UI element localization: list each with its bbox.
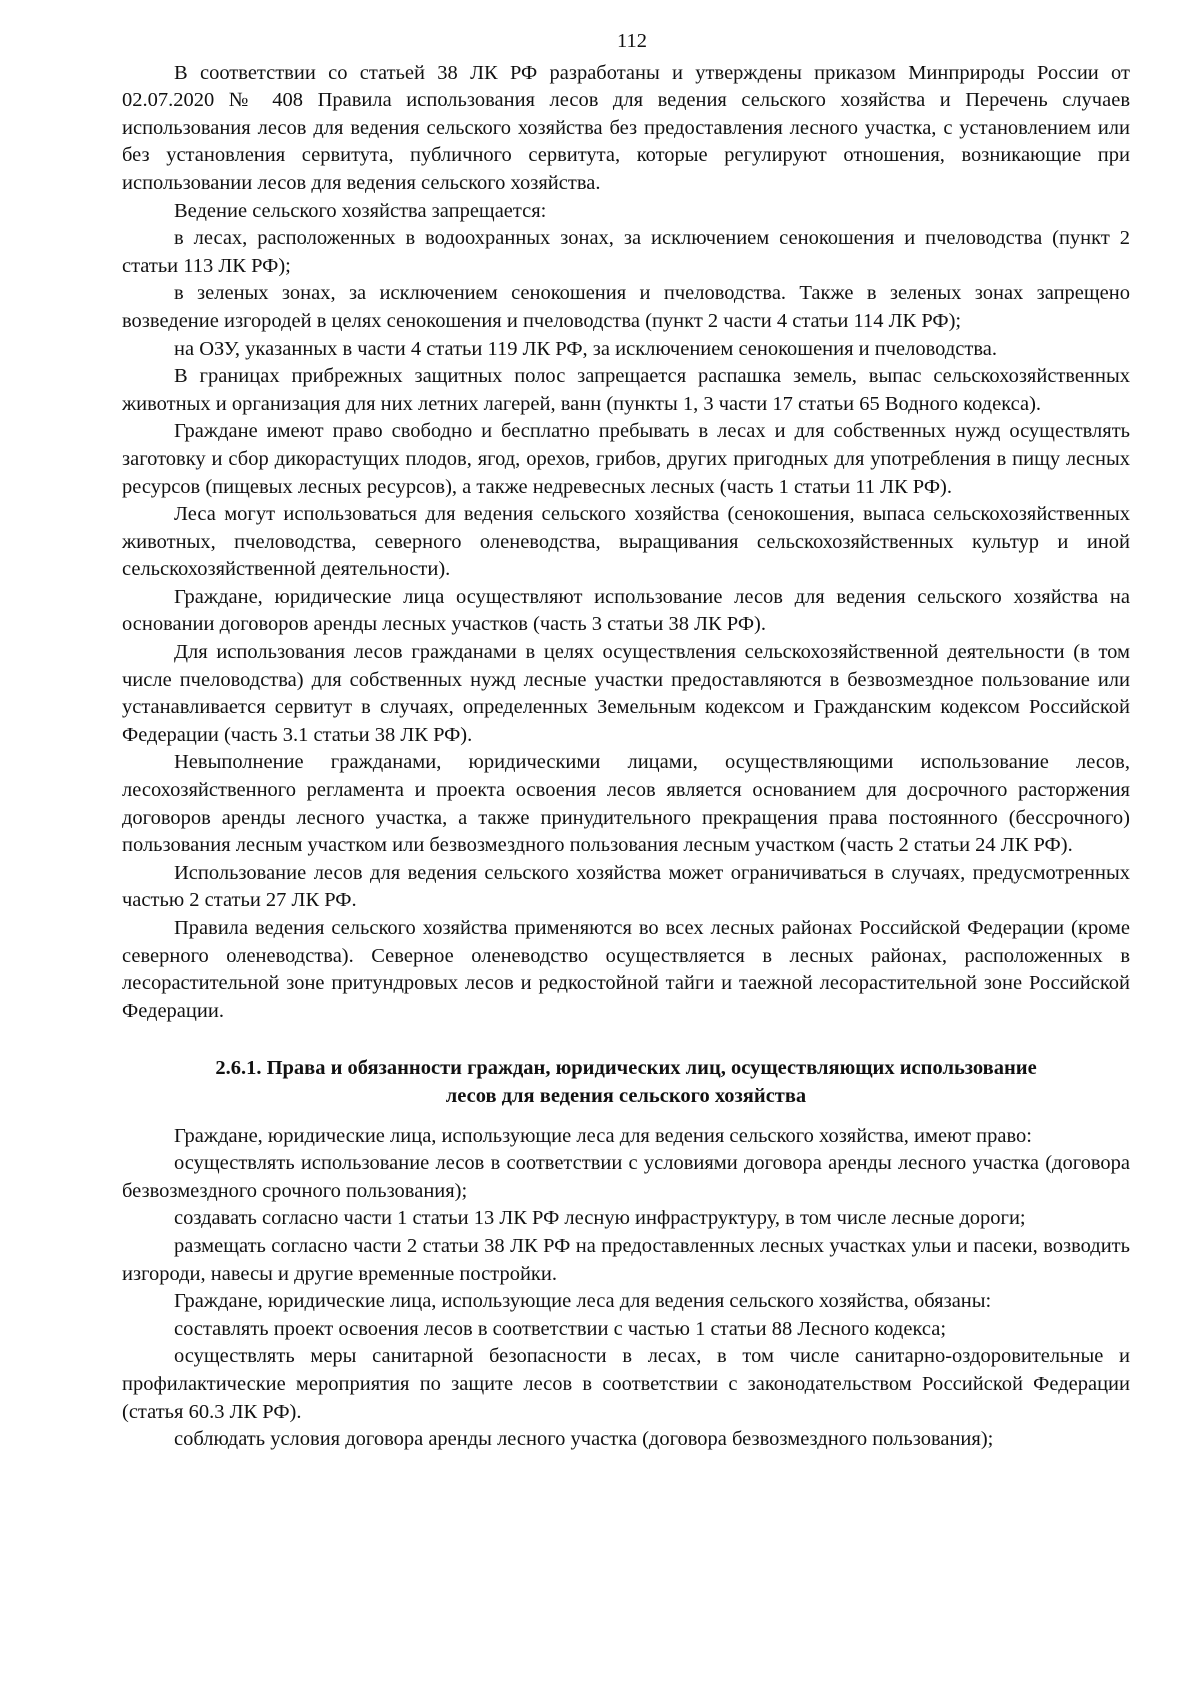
paragraph: Леса могут использоваться для ведения сельского хозяйства (сенокошения, выпаса сельскохозяйственных животных, пчеловодства, северного оленеводства, выращивания сельскохозяйственных культур и иной сельскохозяйственной деятельности). — [122, 503, 1130, 581]
paragraph: Граждане, юридические лица осуществляют использование лесов для ведения сельского хозяйства на основании договоров аренды лесных участков (часть 3 статьи 38 ЛК РФ). — [122, 585, 1130, 636]
paragraph: Для использования лесов гражданами в целях осуществления сельскохозяйственной деятельности (в том числе пчеловодства) для собственных нужд лесные участки предоставляются в безвозмездное пользование или устанавливается сервитут в случаях, определенных Земельным кодексом и Гражданским кодексом Российской Федерации (часть 3.1 статьи 38 ЛК РФ). — [122, 641, 1130, 746]
paragraph: размещать согласно части 2 статьи 38 ЛК РФ на предоставленных лесных участках ульи и пасеки, возводить изгороди, навесы и другие временные постройки. — [122, 1234, 1130, 1285]
paragraph: Граждане имеют право свободно и бесплатно пребывать в лесах и для собственных нужд осуществлять заготовку и сбор дикорастущих плодов, ягод, орехов, грибов, других пригодных для употребления в пищу лесных ресурсов (пищевых лесных ресурсов), а также недревесных лесных (часть 1 статьи 11 ЛК РФ). — [122, 420, 1130, 498]
body-text-before — [122, 60, 1130, 1026]
paragraph: Использование лесов для ведения сельского хозяйства может ограничиваться в случаях, предусмотренных частью 2 статьи 27 ЛК РФ. — [122, 861, 1130, 912]
body-text-after — [122, 1123, 1130, 1454]
page-number: 112 — [617, 30, 647, 52]
paragraph: Граждане, юридические лица, использующие леса для ведения сельского хозяйства, обязаны: — [174, 1290, 992, 1313]
paragraph: соблюдать условия договора аренды лесного участка (договора безвозмездного пользования); — [174, 1428, 994, 1451]
paragraph: Невыполнение гражданами, юридическими лицами, осуществляющими использование лесов, лесохозяйственного регламента и проекта освоения лесов является основанием для досрочного расторжения договоров аренды лесного участка, а также принудительного прекращения права постоянного (бессрочного) пользования лесным участком или безвозмездного пользования лесным участком (часть 2 статьи 24 ЛК РФ). — [122, 751, 1130, 857]
section-heading-line: 2.6.1. Права и обязанности граждан, юридических лиц, осуществляющих использование — [215, 1057, 1037, 1080]
paragraph: Ведение сельского хозяйства запрещается: — [174, 199, 547, 222]
paragraph: в лесах, расположенных в водоохранных зонах, за исключением сенокошения и пчеловодства (пункт 2 статьи 113 ЛК РФ); — [122, 227, 1130, 277]
paragraph: осуществлять использование лесов в соответствии с условиями договора аренды лесного участка (договора безвозмездного срочного пользования); — [122, 1152, 1130, 1202]
paragraph: на ОЗУ, указанных в части 4 статьи 119 ЛК РФ, за исключением сенокошения и пчеловодства. — [174, 337, 997, 360]
section-heading — [122, 1055, 1130, 1110]
paragraph: Правила ведения сельского хозяйства применяются во всех лесных районах Российской Федерации (кроме северного оленеводства). Северное оленеводство осуществляется в лесных районах, расположенных в лесорастительной зоне притундровых лесов и редкостойной тайги и таежной лесорастительной зоне Российской Федерации. — [122, 917, 1130, 1022]
paragraph: В соответствии со статьей 38 ЛК РФ разработаны и утверждены приказом Минприроды России от 02.07.2020 № 408 Правила использования лесов для ведения сельского хозяйства и Перечень случаев использования лесов для ведения сельского хозяйства без предоставления лесного участка, с установлением или без установления сервитута, публичного сервитута, которые регулируют отношения, возникающие при использовании лесов для ведения сельского хозяйства. — [122, 61, 1130, 194]
paragraph: осуществлять меры санитарной безопасности в лесах, в том числе санитарно-оздоровительные и профилактические мероприятия по защите лесов в соответствии с законодательством Российской Федерации (статья 60.3 ЛК РФ). — [122, 1345, 1130, 1423]
paragraph: составлять проект освоения лесов в соответствии с частью 1 статьи 88 Лесного кодекса; — [174, 1317, 947, 1340]
paragraph: в зеленых зонах, за исключением сенокошения и пчеловодства. Также в зеленых зонах запрещено возведение изгородей в целях сенокошения и пчеловодства (пункт 2 части 4 статьи 114 ЛК РФ); — [122, 282, 1130, 332]
paragraph: В границах прибрежных защитных полос запрещается распашка земель, выпас сельскохозяйственных животных и организация для них летних лагерей, ванн (пункты 1, 3 части 17 статьи 65 Водного кодекса). — [122, 365, 1130, 415]
section-heading-line: лесов для ведения сельского хозяйства — [445, 1084, 807, 1107]
paragraph: Граждане, юридические лица, использующие леса для ведения сельского хозяйства, имеют право: — [174, 1124, 1032, 1147]
paragraph: создавать согласно части 1 статьи 13 ЛК РФ лесную инфраструктуру, в том числе лесные дороги; — [174, 1207, 1026, 1230]
